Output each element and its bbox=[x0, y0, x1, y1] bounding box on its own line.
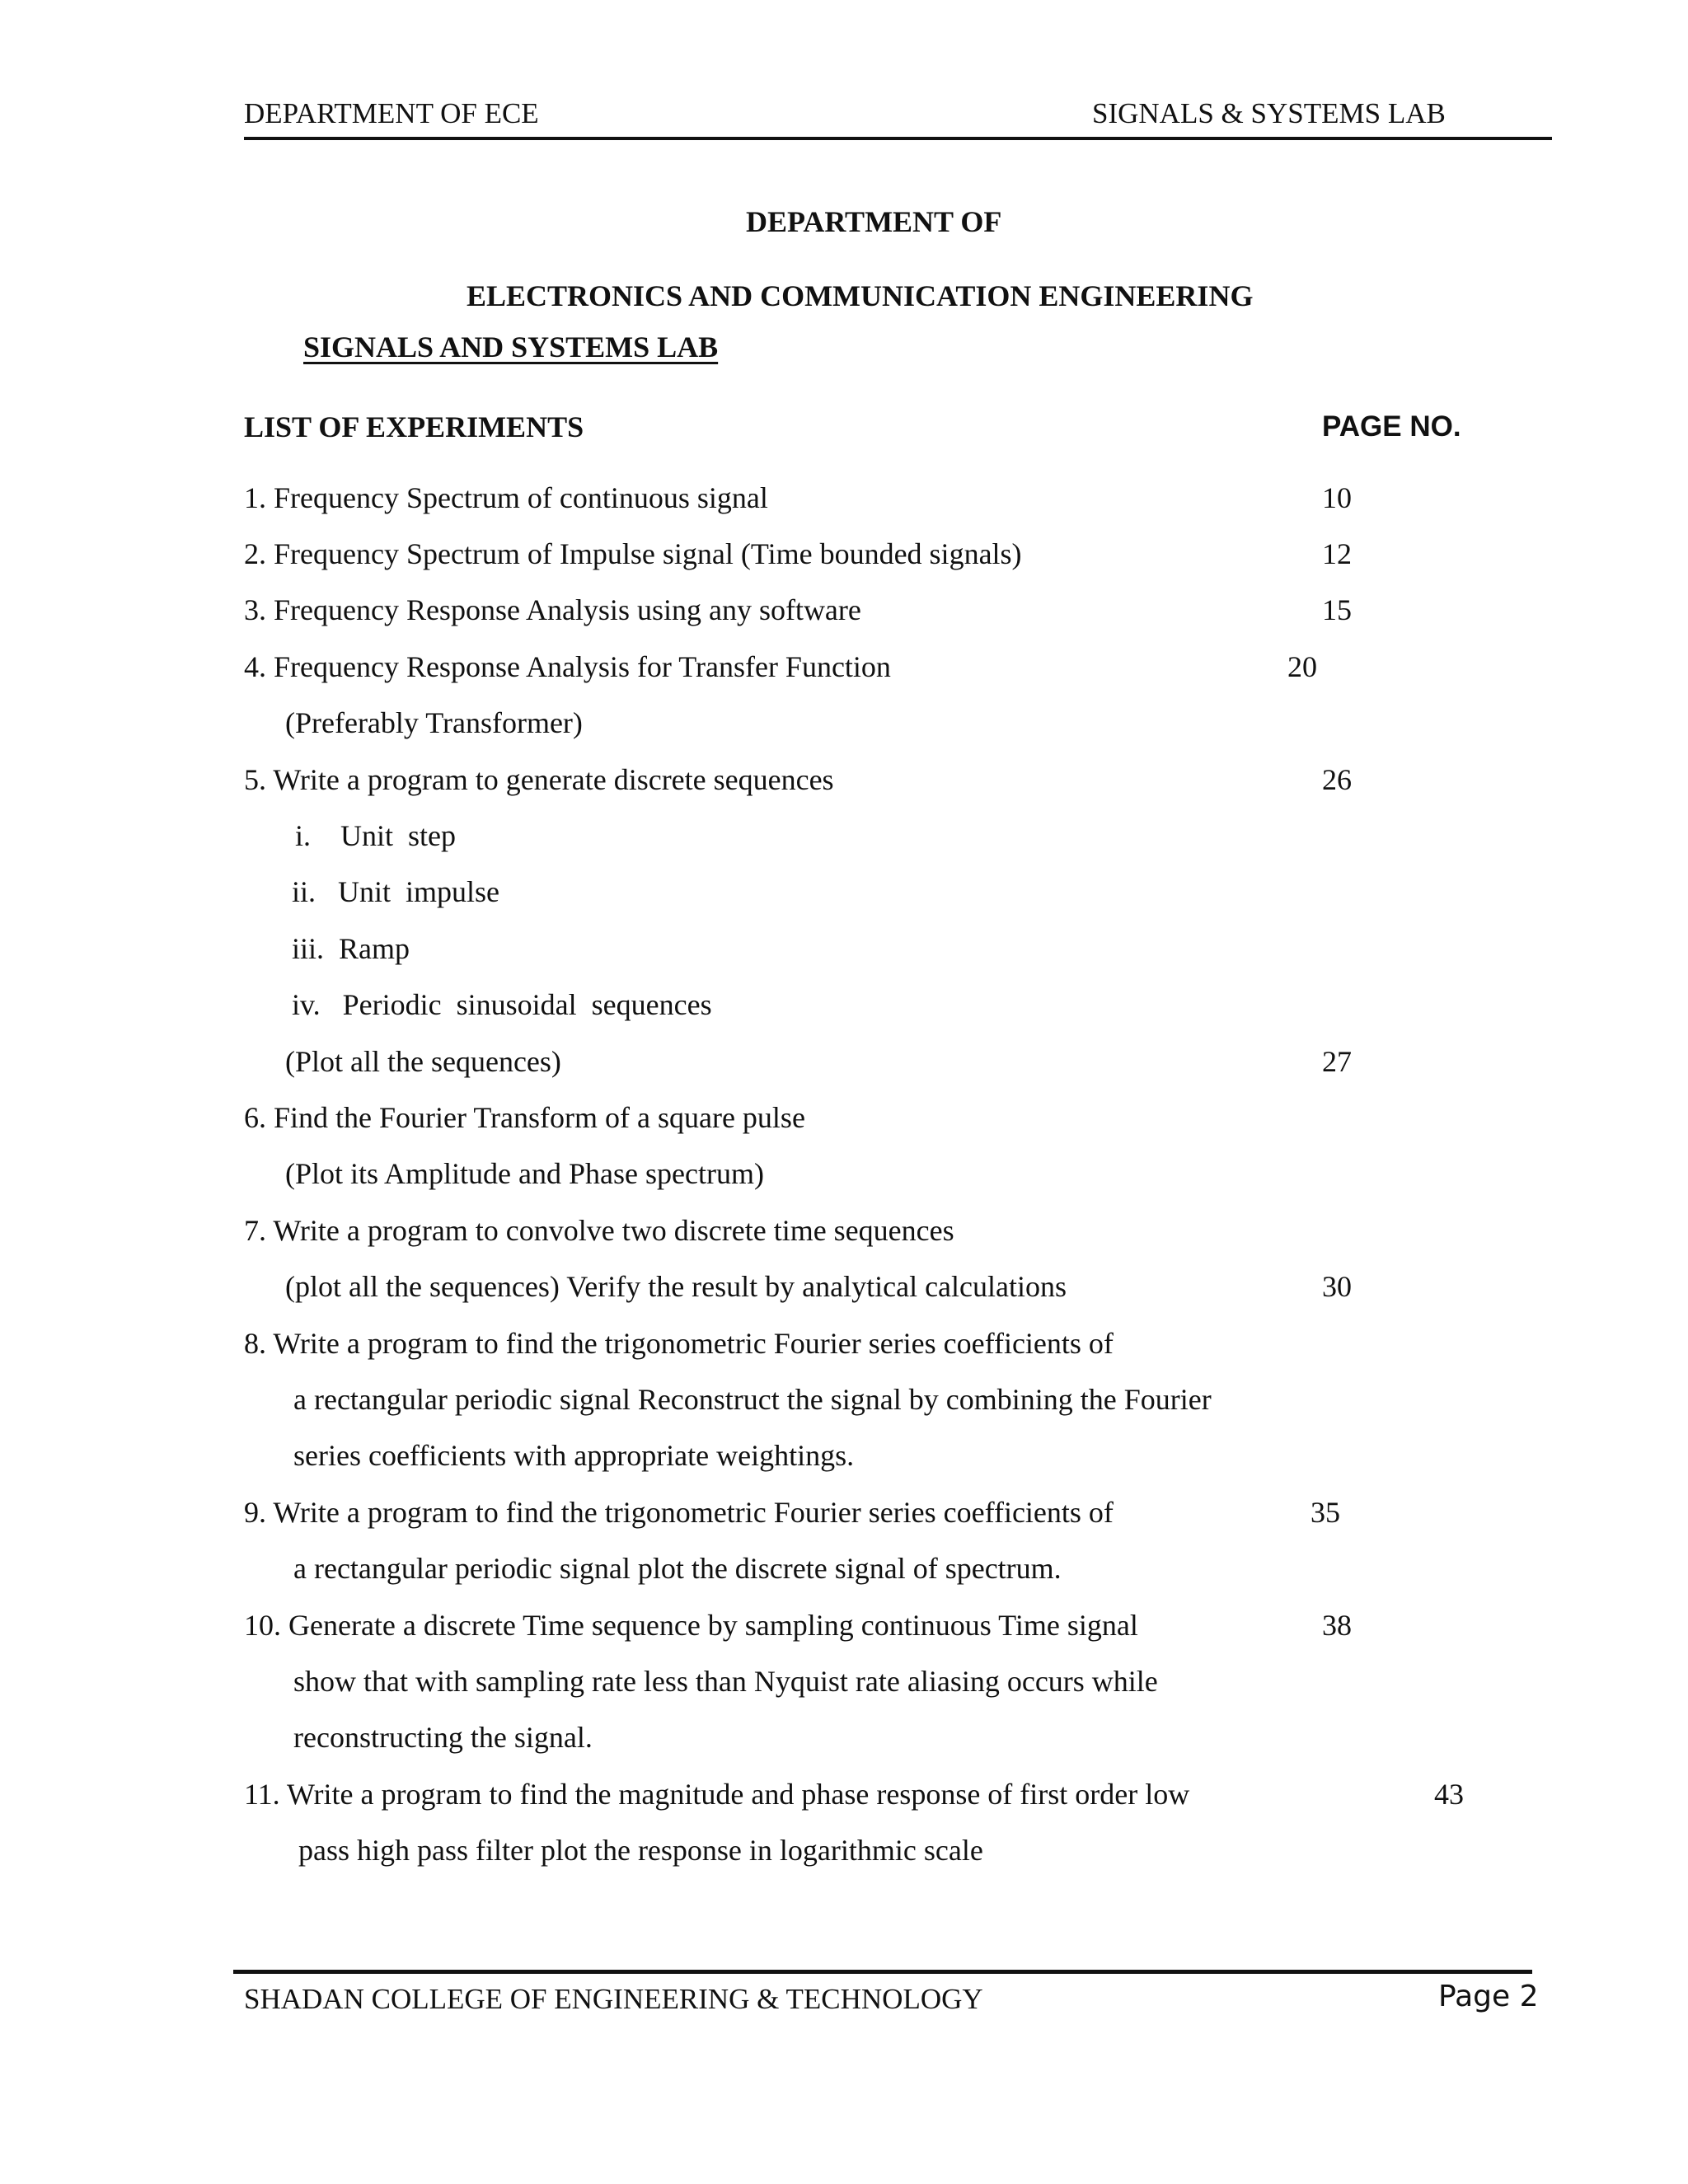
list-line: pass high pass filter plot the response in logarithmic scale bbox=[298, 1834, 983, 1867]
page-number: 15 bbox=[1322, 593, 1352, 626]
page-number: 26 bbox=[1322, 763, 1352, 796]
list-subitem: i. Unit step bbox=[295, 819, 456, 852]
list-heading: LIST OF EXPERIMENTS bbox=[244, 410, 584, 443]
header-department: DEPARTMENT OF ECE bbox=[244, 97, 539, 129]
list-subitem: iii. Ramp bbox=[292, 932, 410, 965]
list-line: 4. Frequency Response Analysis for Transfer Function bbox=[244, 650, 891, 683]
list-line: 8. Write a program to find the trigonometric Fourier series coefficients of bbox=[244, 1327, 1114, 1360]
list-line: 2. Frequency Spectrum of Impulse signal (Time bounded signals) bbox=[244, 537, 1022, 570]
list-line: a rectangular periodic signal Reconstruct the signal by combining the Fourier bbox=[293, 1383, 1212, 1416]
list-line: (Preferably Transformer) bbox=[285, 706, 583, 739]
list-line: 5. Write a program to generate discrete sequences bbox=[244, 763, 834, 796]
page-number: 27 bbox=[1322, 1045, 1352, 1078]
list-line: show that with sampling rate less than Nyquist rate aliasing occurs while bbox=[293, 1665, 1158, 1698]
footer-college: SHADAN COLLEGE OF ENGINEERING & TECHNOLOGY bbox=[244, 1983, 983, 2015]
page-no-heading: PAGE NO. bbox=[1322, 410, 1461, 443]
list-line: 6. Find the Fourier Transform of a square pulse bbox=[244, 1101, 805, 1134]
page-number: 20 bbox=[1287, 650, 1317, 683]
list-line: (Plot all the sequences) bbox=[285, 1045, 561, 1078]
list-line: 11. Write a program to find the magnitude and phase response of first order low bbox=[244, 1778, 1190, 1811]
page-number: 43 bbox=[1434, 1778, 1464, 1811]
page-number: 38 bbox=[1322, 1609, 1352, 1642]
list-line: (Plot its Amplitude and Phase spectrum) bbox=[285, 1157, 764, 1190]
page-number: 35 bbox=[1311, 1496, 1340, 1529]
footer-rule bbox=[233, 1970, 1532, 1974]
page-number: 30 bbox=[1322, 1270, 1352, 1303]
list-line: (plot all the sequences) Verify the result by analytical calculations bbox=[285, 1270, 1067, 1303]
footer-page-number: Page 2 bbox=[1438, 1980, 1539, 2013]
list-line: reconstructing the signal. bbox=[293, 1721, 593, 1754]
page-number: 10 bbox=[1322, 481, 1352, 514]
list-line: 1. Frequency Spectrum of continuous signal bbox=[244, 481, 768, 514]
list-line: 9. Write a program to find the trigonometric Fourier series coefficients of bbox=[244, 1496, 1114, 1529]
title-branch: ELECTRONICS AND COMMUNICATION ENGINEERING bbox=[467, 279, 1254, 312]
header-rule bbox=[244, 137, 1552, 140]
list-line: a rectangular periodic signal plot the discrete signal of spectrum. bbox=[293, 1552, 1062, 1585]
list-subitem: ii. Unit impulse bbox=[292, 875, 499, 908]
title-lab: SIGNALS AND SYSTEMS LAB bbox=[303, 330, 719, 363]
list-subitem: iv. Periodic sinusoidal sequences bbox=[292, 988, 712, 1021]
header-lab-name: SIGNALS & SYSTEMS LAB bbox=[1092, 97, 1446, 129]
list-line: 7. Write a program to convolve two discrete time sequences bbox=[244, 1214, 954, 1247]
list-line: 10. Generate a discrete Time sequence by sampling continuous Time signal bbox=[244, 1609, 1138, 1642]
list-line: series coefficients with appropriate weightings. bbox=[293, 1439, 855, 1472]
list-line: 3. Frequency Response Analysis using any software bbox=[244, 593, 861, 626]
title-department: DEPARTMENT OF bbox=[746, 205, 1002, 238]
page-number: 12 bbox=[1322, 537, 1352, 570]
